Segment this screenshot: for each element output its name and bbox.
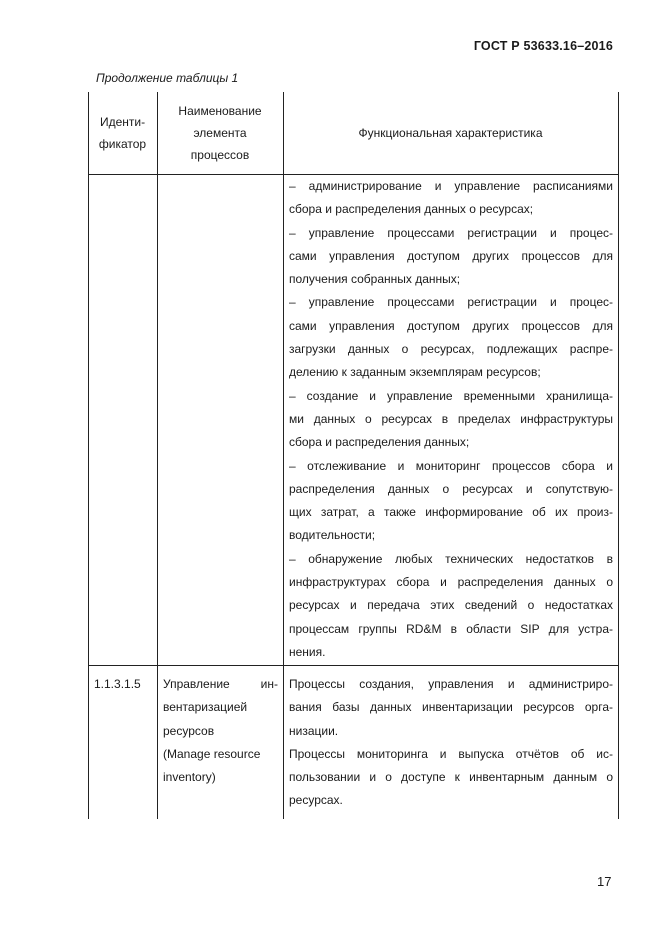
header-identifier: Иденти- фикатор — [98, 115, 147, 151]
table-divider-1 — [157, 92, 158, 819]
page-number: 17 — [597, 874, 612, 889]
header-process-name: Наименование элемента процессов — [178, 104, 262, 162]
row-separator-line — [88, 665, 618, 666]
header-functional-characteristic: Функциональная характеристика — [358, 126, 543, 140]
row1-characteristic: – администрирование и управление расписаниями сбора и распределения данных о ресурсах; – управление процессами регистрации и процес- сами управления доступом других процессов для получения собранных данных; – управление процессами регистрации и процес- сами управления доступом других процессов для загрузки данных о ресурсах, подлежащих распре- делению к заданным экземплярам ресурсов; – создание и управление временными хранилища- ми данных о ресурсах в пределах инфраструктуры сбора и распределения данных; – отслеживание и мониторинг процессов сбора и распределения данных о ресурсах и сопутствую- щих затрат, а также информирование об их произ- водительности; – обнаружение любых технических недостатков в инфраструктурах сбора и распределения данных о ресурсах и передача этих сведений о недостатках процессам группы RD&M в области SIP для устра- нения. — [289, 179, 613, 659]
document-code: ГОСТ Р 53633.16–2016 — [473, 39, 613, 53]
table-caption: Продолжение таблицы 1 — [96, 71, 239, 85]
row2-identifier: 1.1.3.1.5 — [94, 677, 141, 691]
row2-characteristic: Процессы создания, управления и администриро- вания базы данных инвентаризации ресурсов орга- низации. Процессы мониторинга и выпуска отчётов об ис- пользовании и о доступе к инвентарным данным о ресурсах. — [289, 677, 613, 808]
table-border-left — [88, 92, 89, 819]
table-divider-2 — [283, 92, 284, 819]
table — [88, 92, 618, 819]
row2-name: Управление ин- вентаризацией ресурсов (Manage resource inventory) — [163, 677, 278, 785]
table-border-right — [618, 92, 619, 819]
